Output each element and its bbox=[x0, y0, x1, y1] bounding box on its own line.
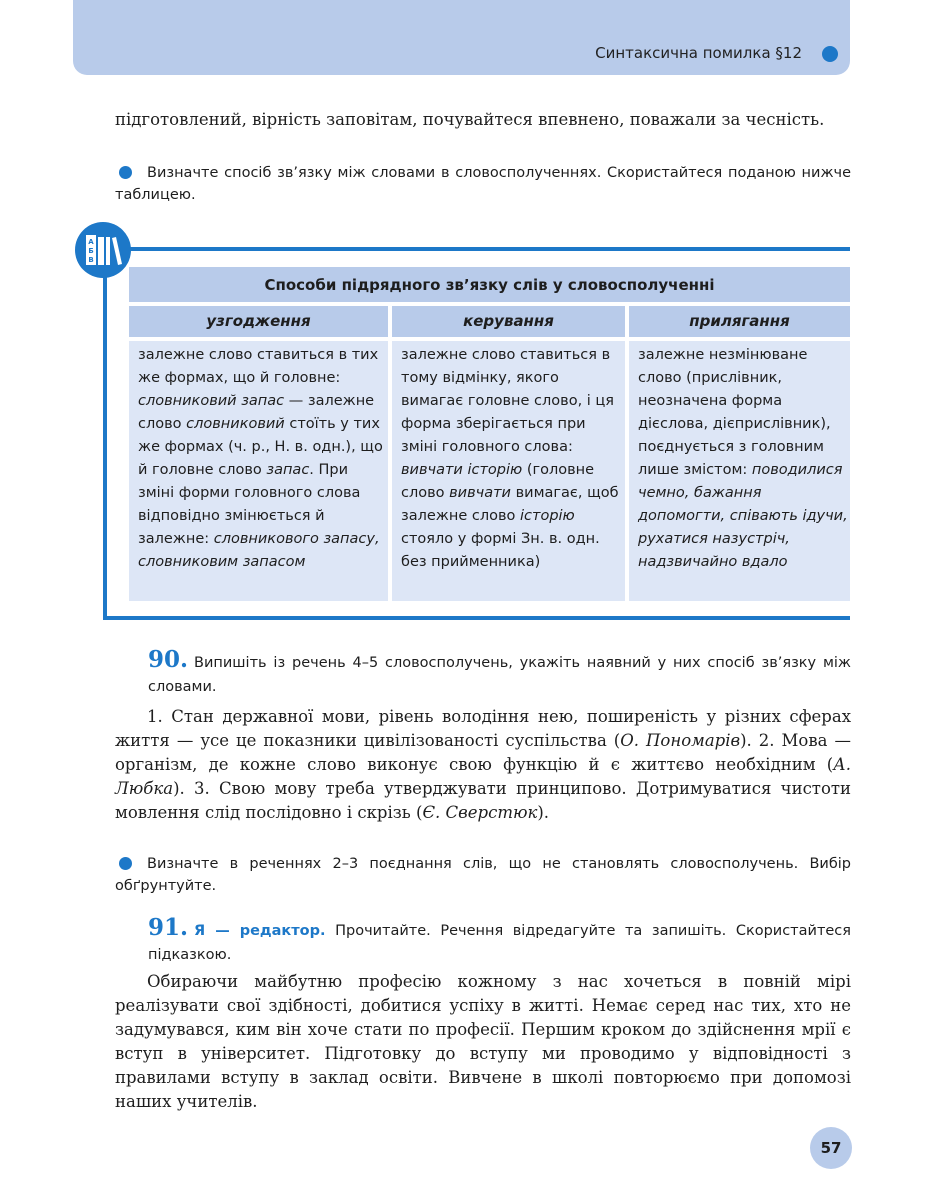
table-divider bbox=[129, 302, 850, 306]
svg-text:В: В bbox=[88, 256, 94, 264]
header-dot-icon bbox=[822, 46, 838, 62]
exercise-number: 91. bbox=[148, 914, 189, 941]
column-head-government: керування bbox=[392, 306, 625, 337]
intro-text: підготовлений, вірність заповітам, почувайтеся впевнено, поважали за чесність. bbox=[115, 110, 825, 129]
column-body-agreement bbox=[129, 341, 388, 601]
column-body-government bbox=[392, 341, 625, 601]
table-divider bbox=[129, 601, 850, 605]
cell-example: вивчати bbox=[449, 485, 511, 501]
cell-example: словниковий запас bbox=[138, 393, 285, 409]
cell-example: вивчати історію bbox=[401, 462, 523, 478]
intro-task: Визначте спосіб зв’язку між словами в словосполученнях. Скористайтеся поданою нижче таблицею. bbox=[115, 165, 851, 203]
author-name: О. Пономарів bbox=[620, 731, 741, 750]
exercise-text: 1. Стан державної мови, рівень володіння нею, поширеність у різних сферах життя — усе це показники цивілізованості суспільства ( bbox=[115, 707, 851, 750]
column-body-adjunction bbox=[629, 341, 850, 601]
instruction-text: Випишіть із речень 4–5 словосполучень, укажіть наявний у них спосіб зв’язку між словами. bbox=[148, 655, 851, 695]
cell-example: словниковий bbox=[186, 416, 285, 432]
exercise-text: ). 3. Свою мову треба утверджувати принципово. Дотримуватися чистоти мовлення слід послідовно і скрізь ( bbox=[115, 779, 851, 822]
cell-text: стояло у формі Зн. в. одн. без прийменника) bbox=[401, 531, 600, 570]
page-header bbox=[73, 0, 850, 75]
running-head: Синтаксична помилка §12 bbox=[595, 44, 802, 62]
cell-example: історію bbox=[520, 508, 575, 524]
cell-text: стоїть у тих же формах (ч. р., Н. в. одн.), що й головне слово bbox=[138, 416, 383, 478]
cell-example: запас bbox=[266, 462, 310, 478]
column-head-agreement: узгодження bbox=[129, 306, 388, 337]
exercise-90-instruction bbox=[148, 648, 851, 699]
exercise-number: 90. bbox=[148, 646, 189, 673]
library-icon bbox=[75, 222, 131, 278]
exercise-text: ). 2. Мова — організм, де кожне слово виконує свою функцію й є життєво необхідним ( bbox=[115, 731, 851, 774]
exercise-91-text: Обираючи майбутню професію кожному з нас хочеться в повній мірі реалізувати свої здібності, добитися успіху в житті. Немає серед нас тих, хто не задумувався, ким він хоче стати по професії. Першим кроком до здійснення мрії є вступ в університет. Підготовку до вступу ми проводимо у відповідності з правилами вступу в заклад освіти. Вивчене в школі повторюємо при допомозі наших учителів. bbox=[115, 972, 851, 1111]
cell-text: . При зміні форми головного слова відповідно змінюється й залежне: bbox=[138, 462, 361, 547]
exercise-91-instruction bbox=[148, 916, 851, 967]
exercise-90-text bbox=[115, 705, 851, 825]
cell-text: залежне слово ставиться в тих же формах, що й головне: bbox=[138, 347, 379, 386]
exercise-90-task: Визначте в реченнях 2–3 поєднання слів, що не становлять словосполучень. Вибір обґрунтуйте. bbox=[115, 856, 851, 894]
author-name: Є. Сверстюк bbox=[422, 803, 538, 822]
cell-example: поводилися чемно, бажання допомогти, співають ідучи, рухатися назустріч, надзвичайно вдало bbox=[638, 462, 848, 570]
exercise-title: Я — редактор. bbox=[194, 923, 326, 939]
cell-text: залежне слово ставиться в тому відмінку, якого вимагає головне слово, і ця форма зберігається при зміні головного слова: bbox=[401, 347, 615, 455]
page-number: 57 bbox=[810, 1127, 852, 1169]
svg-text:А: А bbox=[88, 238, 94, 246]
syntax-table bbox=[129, 267, 850, 605]
author-name: А. Любка bbox=[115, 755, 851, 798]
svg-text:Б: Б bbox=[88, 247, 94, 255]
column-head-adjunction: прилягання bbox=[629, 306, 850, 337]
cell-text: залежне незмінюване слово (прислівник, неозначена форма дієслова, дієприслівник), поєднується з головним лише змістом: bbox=[638, 347, 831, 478]
cell-text: — залежне слово bbox=[138, 393, 375, 432]
exercise-text: ). bbox=[537, 803, 550, 822]
cell-text: (головне слово bbox=[401, 462, 595, 501]
cell-example: словникового запасу, словниковим запасом bbox=[138, 531, 380, 570]
cell-text: вимагає, щоб залежне слово bbox=[401, 485, 619, 524]
table-title: Способи підрядного зв’язку слів у словосполученні bbox=[129, 267, 850, 302]
instruction-text: Прочитайте. Речення відредагуйте та запишіть. Скористайтеся підказкою. bbox=[148, 923, 851, 963]
